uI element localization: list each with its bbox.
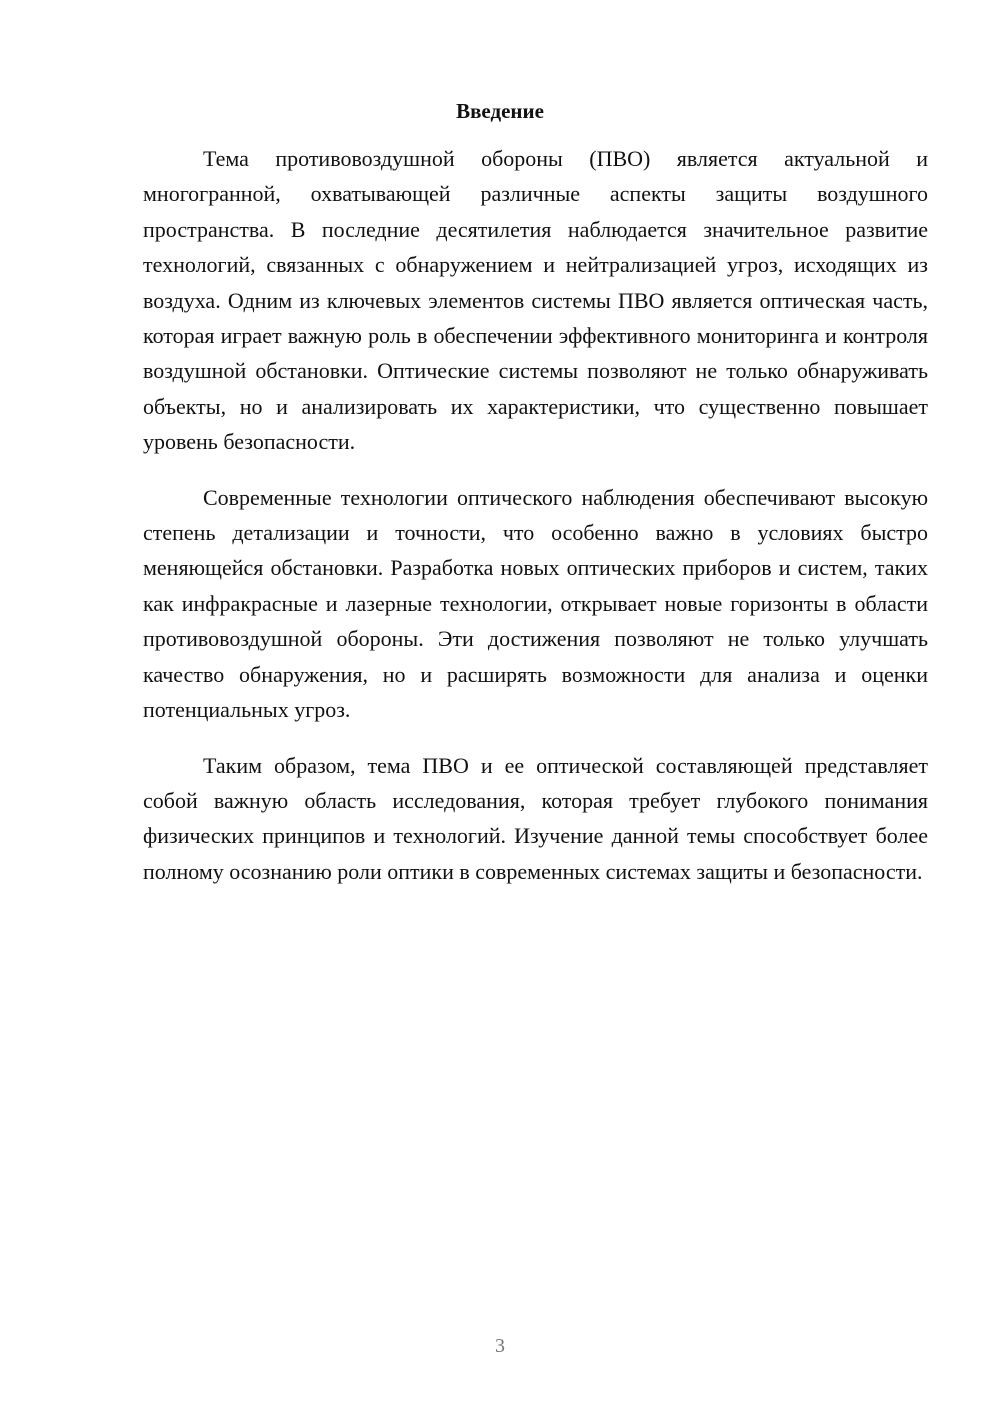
page-number: 3 xyxy=(495,1335,505,1357)
paragraph-1: Тема противовоздушной обороны (ПВО) является актуальной и многогранной, охватывающей различные аспекты защиты воздушного пространства. В последние десятилетия наблюдается значительное развитие технологий, связанных с обнаружением и нейтрализацией угроз, исходящих из воздуха. Одним из ключевых элементов системы ПВО является оптическая часть, которая играет важную роль в обеспечении эффективного мониторинга и контроля воздушной обстановки. Оптические системы позволяют не только обнаруживать объекты, но и анализировать их характеристики, что существенно повышает уровень безопасности. xyxy=(143,146,928,455)
body-text xyxy=(143,141,928,909)
paragraph-3: Таким образом, тема ПВО и ее оптической составляющей представляет собой важную область исследования, которая требует глубокого понимания физических принципов и технологий. Изучение данной темы способствует более полному осознанию роли оптики в современных системах защиты и безопасности. xyxy=(143,752,928,884)
page-title: Введение xyxy=(456,99,544,123)
paragraph-2: Современные технологии оптического наблюдения обеспечивают высокую степень детализации и точности, что особенно важно в условиях быстро меняющейся обстановки. Разработка новых оптических приборов и систем, таких как инфракрасные и лазерные технологии, открывает новые горизонты в области противовоздушной обороны. Эти достижения позволяют не только улучшать качество обнаружения, но и расширять возможности для анализа и оценки потенциальных угроз. xyxy=(143,484,928,723)
